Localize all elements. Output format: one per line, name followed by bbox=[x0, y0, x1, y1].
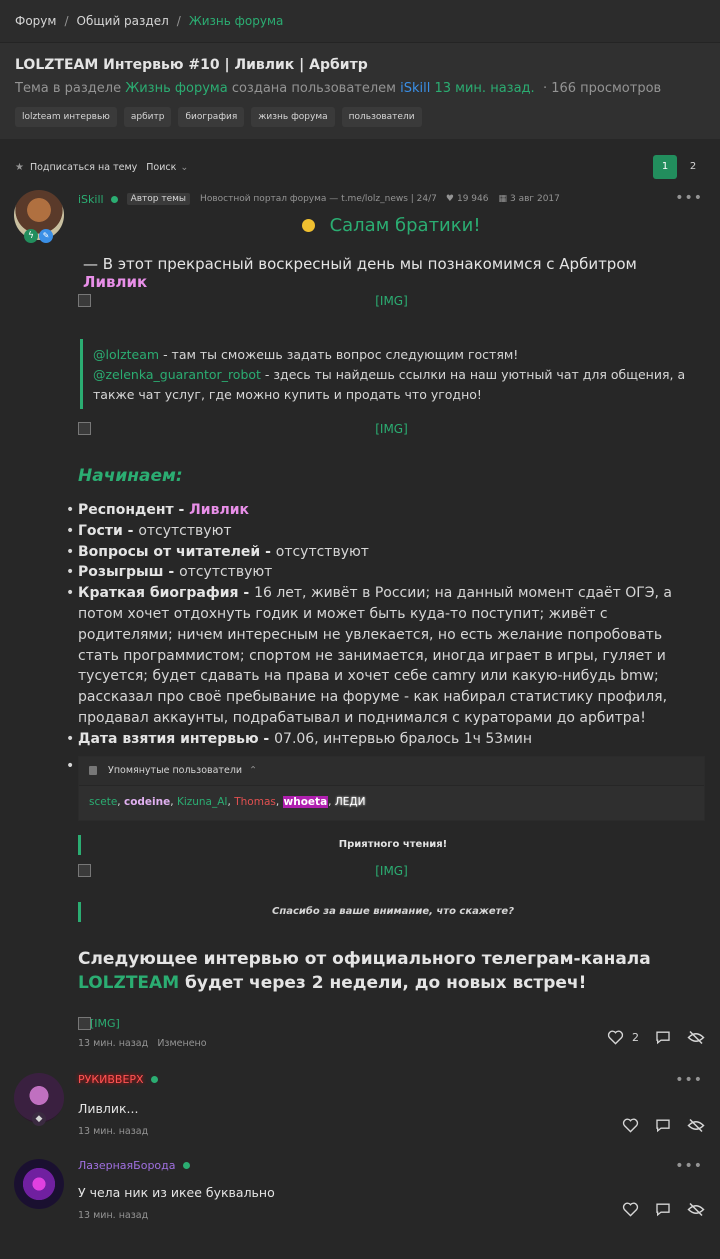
pagination bbox=[653, 155, 705, 179]
comment-footer bbox=[78, 1123, 705, 1143]
online-indicator bbox=[183, 1162, 190, 1169]
list-item bbox=[78, 583, 705, 729]
intro-text: — В этот прекрасный воскресный день мы познакомимся с Арбитром bbox=[83, 255, 637, 273]
post-edited: Изменено bbox=[157, 1037, 207, 1049]
image-placeholder bbox=[78, 420, 705, 440]
like-count: 2 bbox=[632, 1030, 639, 1044]
thread-toolbar bbox=[0, 152, 720, 182]
mention-guarantor-robot[interactable]: @zelenka_guarantor_robot bbox=[93, 367, 261, 382]
gem-badge-icon: ◆ bbox=[32, 1112, 46, 1126]
post-author[interactable]: iSkill bbox=[78, 192, 104, 206]
image-placeholder bbox=[78, 292, 705, 312]
list-item bbox=[78, 729, 705, 750]
enjoy-text: Приятного чтения! bbox=[338, 838, 448, 850]
meta-created: создана пользователем bbox=[231, 81, 396, 96]
comment-actions bbox=[622, 1202, 705, 1217]
item-value[interactable]: Ливлик bbox=[189, 502, 250, 518]
subscribe-button[interactable]: Подписаться на тему bbox=[29, 161, 138, 173]
mention-user[interactable]: scete bbox=[89, 795, 118, 808]
item-value: отсутствуют bbox=[179, 564, 273, 581]
item-label: Гости - bbox=[78, 522, 139, 539]
heart-icon: ♥ bbox=[445, 194, 454, 204]
pencil-badge-icon: ✎ bbox=[39, 229, 53, 243]
search-label: Поиск bbox=[146, 161, 177, 173]
quote-text-1: - там ты сможешь задать вопрос следующим гостям! bbox=[159, 347, 519, 362]
heart-outline-icon[interactable] bbox=[622, 1202, 639, 1217]
meta-views: · 166 просмотров bbox=[542, 81, 662, 96]
breadcrumb bbox=[0, 0, 720, 42]
mention-user[interactable]: Kizuna_AI bbox=[176, 795, 228, 808]
next-text-1: Следующее интервью от официального телеграм-канала bbox=[78, 948, 651, 969]
search-button[interactable] bbox=[146, 162, 188, 173]
mention-lolzteam[interactable]: @lolzteam bbox=[93, 347, 160, 362]
breadcrumb-general[interactable]: Общий раздел bbox=[76, 14, 169, 28]
enjoy-block bbox=[78, 835, 705, 855]
thread-title: LOLZTEAM Интервью #10 | Ливлик | Арбитр bbox=[15, 57, 368, 73]
list-item bbox=[78, 500, 705, 521]
item-value: отсутствуют bbox=[138, 522, 232, 539]
list-item bbox=[78, 521, 705, 542]
breadcrumb-forum[interactable]: Форум bbox=[15, 14, 57, 28]
avatar[interactable] bbox=[14, 190, 64, 240]
item-label: Розыгрыш - bbox=[78, 564, 180, 581]
post-header bbox=[78, 190, 705, 208]
more-options-icon[interactable]: ••• bbox=[675, 1157, 703, 1174]
tag-list bbox=[15, 107, 705, 127]
reply-icon[interactable] bbox=[655, 1030, 671, 1045]
comment-author[interactable]: РУКИВВЕРХ bbox=[78, 1073, 144, 1087]
quote-block bbox=[80, 339, 705, 409]
comment-text: У чела ник из икее буквально bbox=[78, 1184, 275, 1200]
mention-user[interactable]: codeine bbox=[123, 795, 171, 808]
chevron-up-icon: ⌃ bbox=[249, 764, 258, 776]
intro bbox=[78, 255, 705, 291]
tag[interactable]: биография bbox=[178, 107, 244, 127]
mention-user[interactable]: Thomas bbox=[234, 795, 276, 808]
image-label[interactable]: [IMG] bbox=[375, 422, 408, 436]
item-label: Краткая биография - bbox=[78, 585, 255, 602]
tag[interactable]: lolzteam интервью bbox=[15, 107, 117, 127]
hide-icon[interactable] bbox=[687, 1202, 705, 1217]
heart-outline-icon[interactable] bbox=[622, 1118, 639, 1133]
image-label[interactable]: [IMG] bbox=[375, 294, 408, 308]
likes-count: 19 946 bbox=[456, 194, 489, 204]
list-item bbox=[78, 542, 705, 563]
chevron-down-icon: ⌄ bbox=[180, 161, 189, 173]
list-item bbox=[78, 562, 705, 583]
tag[interactable]: жизнь форума bbox=[251, 107, 334, 127]
reply-icon[interactable] bbox=[655, 1118, 671, 1133]
interview-details bbox=[78, 500, 705, 750]
page-2-button[interactable]: 2 bbox=[689, 161, 697, 172]
breadcrumb-forum-life[interactable]: Жизнь форума bbox=[188, 14, 284, 28]
meta-section-link[interactable]: Жизнь форума bbox=[125, 81, 228, 96]
mention-user[interactable]: ЛЕДИ bbox=[334, 795, 366, 808]
breadcrumb-separator: / bbox=[64, 14, 69, 28]
reply-icon[interactable] bbox=[655, 1202, 671, 1217]
author-badge: Автор темы bbox=[127, 193, 190, 205]
thread-meta bbox=[15, 81, 705, 96]
breadcrumb-separator: / bbox=[176, 14, 181, 28]
post-time: 13 мин. назад bbox=[78, 1037, 149, 1049]
main-post bbox=[0, 190, 720, 1055]
mention-user[interactable]: whoeta bbox=[283, 795, 328, 808]
comment-author[interactable]: ЛазернаяБорода bbox=[78, 1159, 176, 1173]
meta-time: 13 мин. назад. bbox=[434, 81, 535, 96]
tag[interactable]: пользователи bbox=[342, 107, 422, 127]
star-icon: ★ bbox=[15, 161, 24, 173]
mentions-list: scete, codeine, Kizuna_AI, Thomas, whoeta, ЛЕДИ bbox=[89, 795, 366, 808]
user-status: Новостной портал форума — t.me/lolz_news | 24/7 bbox=[200, 194, 437, 204]
hide-icon[interactable] bbox=[687, 1118, 705, 1133]
image-label[interactable]: [IMG] bbox=[375, 863, 408, 878]
like-button[interactable] bbox=[607, 1030, 639, 1045]
hide-icon[interactable] bbox=[687, 1030, 705, 1045]
next-interview bbox=[78, 947, 705, 995]
comment-header bbox=[78, 1071, 705, 1089]
comment bbox=[0, 1157, 720, 1227]
item-value: 07.06, интервью бралось 1ч 53мин bbox=[274, 730, 533, 747]
comment-time: 13 мин. назад bbox=[78, 1125, 149, 1137]
meta-prefix: Тема в разделе bbox=[15, 81, 122, 96]
thread-header bbox=[0, 42, 720, 139]
meta-user-link[interactable]: iSkill bbox=[400, 81, 431, 96]
more-options-icon[interactable]: ••• bbox=[675, 1071, 703, 1088]
start-heading: Начинаем: bbox=[78, 466, 183, 486]
comment-text: Ливлик... bbox=[78, 1100, 139, 1116]
item-label: Дата взятия интервью - bbox=[78, 730, 275, 747]
item-value: отсутствуют bbox=[275, 543, 369, 560]
comment-header bbox=[78, 1157, 705, 1175]
mentions-box bbox=[78, 756, 705, 821]
online-indicator bbox=[111, 196, 118, 203]
thanks-text: Спасибо за ваше внимание, что скажете? bbox=[272, 905, 514, 917]
sunglasses-emoji-icon bbox=[302, 219, 315, 232]
intro-name[interactable]: Ливлик bbox=[83, 273, 148, 291]
item-value: 16 лет, живёт в России; на данный момент сдаёт ОГЭ, а потом хочет отдохнуть годик и может быть куда-то поступит; живёт с родителями; ничем интересным не увлекается, но есть желание попробовать стать программистом; спортом не занимается, иногда играет в игры, гуляет и тусуется; будет сдавать на права и хочет себе camry или какую-нибудь bmw; рассказал про своё пребывание на форуме - как набирал статистику профиля, продавал аккаунты, подрабатывал и поднимался с кураторами до арбитра! bbox=[78, 585, 673, 726]
greeting-text: Салам братики! bbox=[329, 215, 481, 236]
online-indicator bbox=[151, 1076, 158, 1083]
item-label: Респондент - bbox=[78, 502, 190, 518]
page-1-button[interactable]: 1 bbox=[653, 155, 677, 179]
calendar-icon: ▦ bbox=[498, 194, 507, 204]
comment-time: 13 мин. назад bbox=[78, 1209, 149, 1221]
avatar[interactable] bbox=[14, 1159, 64, 1209]
mentions-title: Упомянутые пользователи bbox=[108, 764, 243, 776]
item-label: Вопросы от читателей - bbox=[78, 543, 276, 560]
avatar[interactable] bbox=[14, 1073, 64, 1123]
quote-text-2: - здесь ты найдешь ссылки на наш уютный чат для общения, а также чат услуг, где можно купить и продать что угодно! bbox=[93, 367, 686, 402]
info-icon bbox=[89, 766, 97, 775]
image-label[interactable]: [IMG] bbox=[90, 1016, 120, 1030]
mentions-header[interactable] bbox=[79, 757, 704, 786]
list-bullet: • bbox=[66, 757, 75, 774]
lightning-badge-icon: ϟ bbox=[24, 229, 38, 243]
comment-actions bbox=[622, 1118, 705, 1133]
comment-footer bbox=[78, 1207, 705, 1227]
next-brand-link[interactable]: LOLZTEAM bbox=[78, 972, 180, 993]
next-text-2: будет через 2 недели, до новых встреч! bbox=[185, 972, 587, 993]
tag[interactable]: арбитр bbox=[124, 107, 172, 127]
post-actions bbox=[607, 1030, 705, 1045]
thanks-block bbox=[78, 902, 705, 922]
more-options-icon[interactable]: ••• bbox=[675, 190, 703, 206]
heart-outline-icon bbox=[607, 1030, 624, 1045]
comment bbox=[0, 1071, 720, 1143]
post-footer bbox=[78, 1030, 705, 1055]
greeting bbox=[78, 215, 705, 241]
register-date: 3 авг 2017 bbox=[509, 194, 560, 204]
mentions-row bbox=[66, 756, 705, 821]
image-placeholder bbox=[78, 862, 705, 882]
